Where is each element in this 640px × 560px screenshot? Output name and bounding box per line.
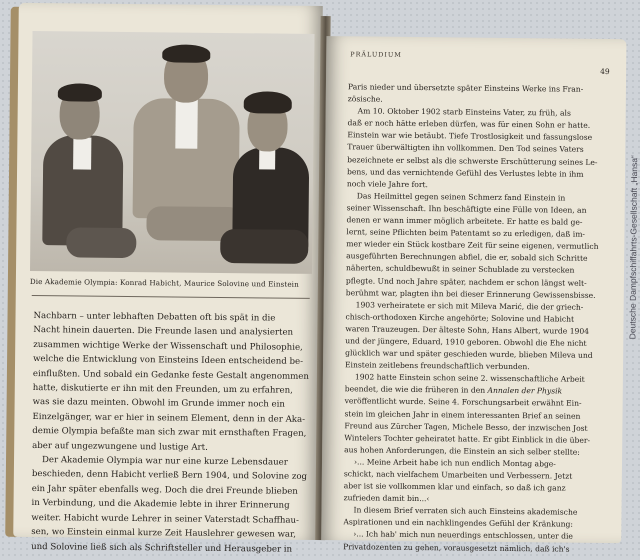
text-run: Privatdozenten zu gehen, vorausgesetzt nämlich, daß ich's	[343, 541, 570, 554]
text-run: chisch-orthodoxen Kirche angehörte; Solovine und Habicht	[345, 312, 575, 324]
text-run: ausgeführten Berechnungen abfiel, die er, sobald sich Schritte	[346, 251, 588, 264]
text-run: pflegte. Und noch Jahre später, nachdem er schon längst welt-	[345, 275, 587, 288]
text-line: was sie dazu meinten. Obwohl im Grunde immer noch ein	[32, 397, 285, 411]
text-run: und der jüngere, Eduard, 1910 geboren. Obwohl die Ehe nicht	[345, 336, 587, 348]
text-run: noch viele Jahre fort.	[346, 179, 429, 189]
text-line: ein Jahr später ebenfalls weg. Doch die drei Freunde blieben	[31, 483, 298, 497]
text-line: Einzelgänger, war er hier in seinem Element, denn in der Aka-	[32, 411, 306, 425]
person-einstein	[226, 89, 315, 274]
text-run: bens, und das vernichtende Gefühl des Verlustes lebte in ihm	[347, 166, 584, 179]
running-header: PRÄLUDIUM	[350, 50, 402, 59]
text-run: seiner Wissenschaft. Ihn beschäftigte eine Fülle von Ideen, an	[346, 203, 587, 215]
text-run: veröffentlicht wurde. Seine 4. Forschungsarbeit erwähnt Ein-	[344, 396, 582, 409]
group-photo	[30, 31, 314, 274]
text-run: Trauer überwältigten ihn vollkommen. Den Tod seines Vaters	[347, 142, 584, 155]
text-run: Freund aus Zürcher Tagen, Michele Besso, der inzwischen Jost	[344, 420, 588, 433]
text-run: mer wieder ein Stück kostbare Zeit für seine eigenen, vermutlich	[346, 239, 599, 252]
text-run: näherten, schuldbewußt in seiner Schublade zu verstecken	[346, 263, 575, 276]
text-line: Nachbarn – unter lebhaften Debatten oft bis spät in die	[33, 311, 276, 324]
text-run: In diesem Brief verraten sich auch Einsteins akademische	[353, 505, 578, 517]
text-run: Einstein zeitlebens freundschaftlich verbunden.	[344, 360, 530, 372]
text-run: Das Heilmittel gegen seinen Schmerz fand Einstein in	[356, 191, 566, 203]
text-run: 1902 hatte Einstein schon seine 2. wissenschaftliche Arbeit	[354, 372, 585, 385]
text-run: denen er wann immer möglich arbeitete. Er hatte es bald ge-	[346, 215, 583, 227]
text-line: hatte, diskutierte er ihn mit den Freunden, um zu erfahren,	[32, 383, 293, 396]
text-run: glücklich war und später geschieden wurde, blieben Mileva und	[345, 348, 593, 360]
library-stamp: Deutsche Dampfschiffahrts-Gesellschaft „Hansa“	[627, 155, 640, 340]
text-run: zösische.	[347, 94, 383, 104]
text-line: demie Olympia befaßte man sich zwar mit ernsthaften Fragen,	[32, 426, 307, 440]
text-line: aber auf ungezwungene und lustige Art.	[32, 440, 208, 453]
text-run: daß er noch hätte erleben dürfen, was für einen Sohn er hatte.	[347, 118, 591, 131]
text-run: bezeichnete er selbst als die schwerste Erschütterung seines Le-	[347, 154, 598, 167]
page-number: 49	[600, 66, 610, 77]
text-line: sen, wo Einstein einmal kurze Zeit Hauslehrer gewesen war,	[31, 527, 297, 540]
text-run: berühmt war, plagten ihn bei dieser Erinnerung Gewissensbisse.	[345, 287, 596, 300]
text-run: aber ist sie vollkommen klar und einfach, so daß ich ganz	[343, 481, 566, 493]
text-run: aus hohen Anforderungen, die Einstein an sich selber stellte:	[344, 445, 580, 457]
text-run: zufrieden damit bin...‹	[343, 493, 430, 504]
text-line: in Verbindung, und die Akademie lebte in ihrer Erinnerung	[31, 498, 290, 511]
text-run: schickt, nach vielfachem Umarbeiten und Verbessern. Jetzt	[343, 469, 573, 481]
text-line: einflußten. Und sobald ein Gedanke feste Gestalt angenommen	[32, 368, 310, 382]
text-run: 1903 verheiratete er sich mit Mileva Marić, die der griech-	[355, 300, 584, 312]
text-run: Einstein war wie betäubt. Tiefe Trostlosigkeit und fassungslose	[347, 130, 593, 143]
text-line	[343, 541, 595, 556]
text-run: stein im gleichen Jahr in einem interessanten Brief an seinen	[344, 408, 581, 421]
text-run: waren Trauzeugen. Der älteste Sohn, Hans Albert, wurde 1904	[345, 324, 590, 336]
text-line: weiter. Habicht wurde Lehrer in seiner Vaterstadt Schaffhau-	[31, 512, 300, 526]
open-book	[5, 3, 640, 555]
right-page-text	[343, 81, 600, 555]
text-run: ›... Meine Arbeit habe ich nun endlich Montag abge-	[353, 457, 556, 469]
text-run: Paris nieder und übersetzte später Einsteins Werke ins Fran-	[347, 82, 584, 94]
text-line: zusammen wichtige Werke der Wissenschaft und Philosophie,	[33, 339, 303, 353]
text-run: Aspirationen und ein nachklingendes Gefühl der Kränkung:	[343, 517, 574, 530]
italic-text: Annalen der Physik	[487, 386, 563, 396]
text-run: Wintelers Tochter geheiratet hatte. Er gibt Einblick in die über-	[344, 432, 591, 445]
text-line: Der Akademie Olympia war nur eine kurze Lebensdauer	[41, 455, 288, 468]
text-line: beschieden, denn Habicht verließ Bern 1904, und Solovine zog	[31, 469, 308, 483]
photo-caption: Die Akademie Olympia: Konrad Habicht, Maurice Solovine und Einstein	[29, 276, 299, 289]
text-run: ›... Ich hab' mich nun neuerdings entschlossen, unter die	[353, 529, 574, 542]
left-page-text	[31, 309, 316, 557]
person-habicht	[36, 77, 134, 272]
text-run: lernt, seine Pflichten beim Patentamt so zu erledigen, daß im-	[346, 227, 586, 239]
text-run: Am 10. Oktober 1902 starb Einsteins Vater, zu früh, als	[357, 106, 571, 118]
text-line: welche die Entwicklung von Einsteins Ideen entscheidend be-	[33, 354, 304, 368]
text-run: beendet, die wie die früheren in den	[344, 384, 488, 396]
text-line: Nacht hinein dauerten. Die Freunde lasen und analysierten	[33, 325, 294, 339]
text-line: und Solovine ließ sich als Schriftsteller und Herausgeber in	[31, 541, 293, 555]
